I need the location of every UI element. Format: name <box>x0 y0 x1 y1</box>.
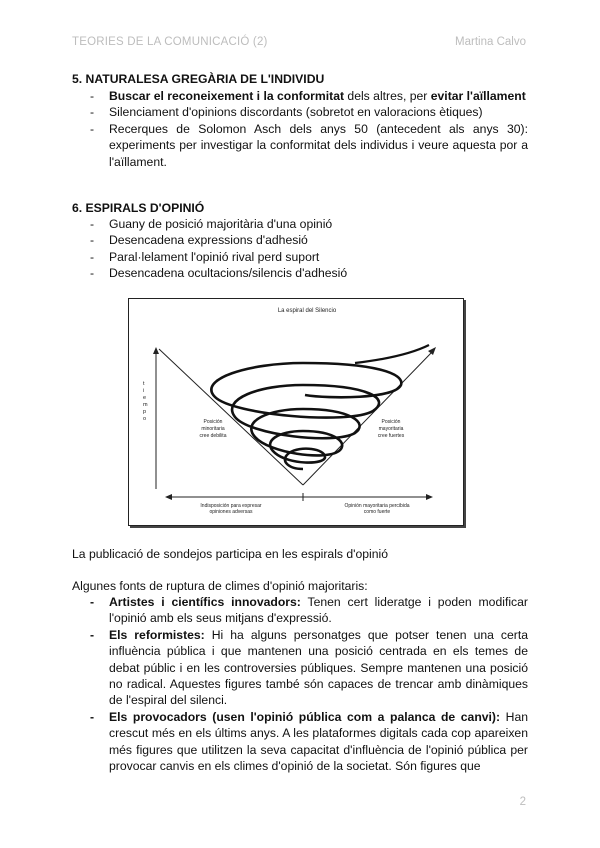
sources-list <box>72 594 528 774</box>
sources-intro: Algunes fonts de ruptura de climes d'opinió majoritaris: <box>72 579 368 593</box>
plain-text: Hi ha alguns personatges que potser tenen una certa influència pública i que mantenen una posició centrada en els temes de debat públic i en les controversies públiques. Sempre mantenen una posició no radical. Aquestes figures també són capaces de trencar amb dinàmiques de l'espiral del silenci. <box>109 627 528 708</box>
spiral-tail <box>355 345 429 363</box>
bottom-axis-left-arrow <box>165 494 172 500</box>
list-item: - Desencadena ocultacions/silencis d'adhesió <box>72 265 528 281</box>
figure-title: La espiral del Silencio <box>277 308 337 314</box>
spiral-curve <box>211 363 401 469</box>
bold-text: Artistes i científics innovadors: <box>109 595 301 609</box>
label-line: minoritaria <box>201 426 225 432</box>
label-line: como fuerte <box>363 509 391 515</box>
y-axis-letter: e <box>143 395 147 401</box>
list-item: - Silenciament d'opinions discordants (sobretot en valoracions ètiques) <box>72 104 528 120</box>
list-item: - Desencadena expressions d'adhesió <box>72 232 528 248</box>
left-diagonal <box>159 349 303 485</box>
plain-text: dels altres, per <box>344 89 431 103</box>
plain-text: Han crescut més en els últims anys. A les plataformes digitals cada cop apareixen més figures que utilitzen la seva capacitat d'influència de l'opinió pública per provocar canvis en els climes d'opinió de la societat. Són figures que <box>109 709 528 774</box>
figure-caption: La publicació de sondejos participa en les espirals d'opinió <box>72 547 389 561</box>
left-position-label <box>200 419 227 439</box>
bold-text: evitar l'aïllament <box>430 89 526 103</box>
plain-text: Tenen cert lideratge i poden modificar l'opinió amb els seus mitjans d'expressió. <box>109 595 528 626</box>
label-line: opiniones adversas <box>209 509 253 515</box>
label-line: mayoritaria <box>378 426 404 432</box>
label-line: cree fuertes <box>377 433 405 439</box>
section-6-list <box>72 216 528 282</box>
list-item: - Recerques de Solomon Asch dels anys 50 (antecedent als anys 30): experiments per investigar la conformitat dels individus i veure aquesta por a l'aïllament. <box>72 121 528 170</box>
list-item: - Guany de posició majoritària d'una opinió <box>72 216 528 232</box>
header-author: Martina Calvo <box>455 36 526 48</box>
y-axis-letter: i <box>143 388 145 394</box>
bottom-right-label <box>344 503 409 515</box>
bold-text: Buscar el reconeixement i la conformitat <box>109 89 345 103</box>
list-item <box>72 627 528 709</box>
label-line: cree debilita <box>199 433 227 439</box>
section-6-title: 6. ESPIRALS D'OPINIÓ <box>72 201 205 215</box>
bold-text: Els reformistes: <box>109 627 205 642</box>
header-title: TEORIES DE LA COMUNICACIÓ (2) <box>72 36 268 48</box>
y-axis-letter: o <box>143 416 147 422</box>
y-axis-label <box>143 381 148 422</box>
y-axis-letter: t <box>143 381 145 387</box>
y-axis-arrow <box>153 347 159 354</box>
spiral-of-silence-figure <box>128 298 464 526</box>
label-line: Opinión mayoritaria percibida <box>344 503 410 509</box>
bottom-left-label <box>200 503 261 515</box>
label-line: Indisposición para expresar <box>200 503 262 509</box>
label-line: Posición <box>203 419 223 425</box>
y-axis-letter: p <box>143 409 147 415</box>
label-line: Posición <box>381 419 401 425</box>
list-item <box>72 88 528 104</box>
bold-text: Els provocadors (usen l'opinió pública com a palanca de canvi): <box>109 709 501 724</box>
page-number: 2 <box>519 796 526 808</box>
section-5-list <box>72 88 528 170</box>
list-item <box>72 709 528 775</box>
spiral-diagram <box>129 299 463 525</box>
list-item: - Paral·lelament l'opinió rival perd suport <box>72 249 528 265</box>
right-diagonal-arrow <box>428 347 436 355</box>
right-position-label <box>378 419 405 439</box>
list-item <box>72 594 528 627</box>
section-5-title: 5. NATURALESA GREGÀRIA DE L'INDIVIDU <box>72 72 325 86</box>
y-axis-letter: m <box>143 402 148 408</box>
bottom-axis-right-arrow <box>426 494 433 500</box>
